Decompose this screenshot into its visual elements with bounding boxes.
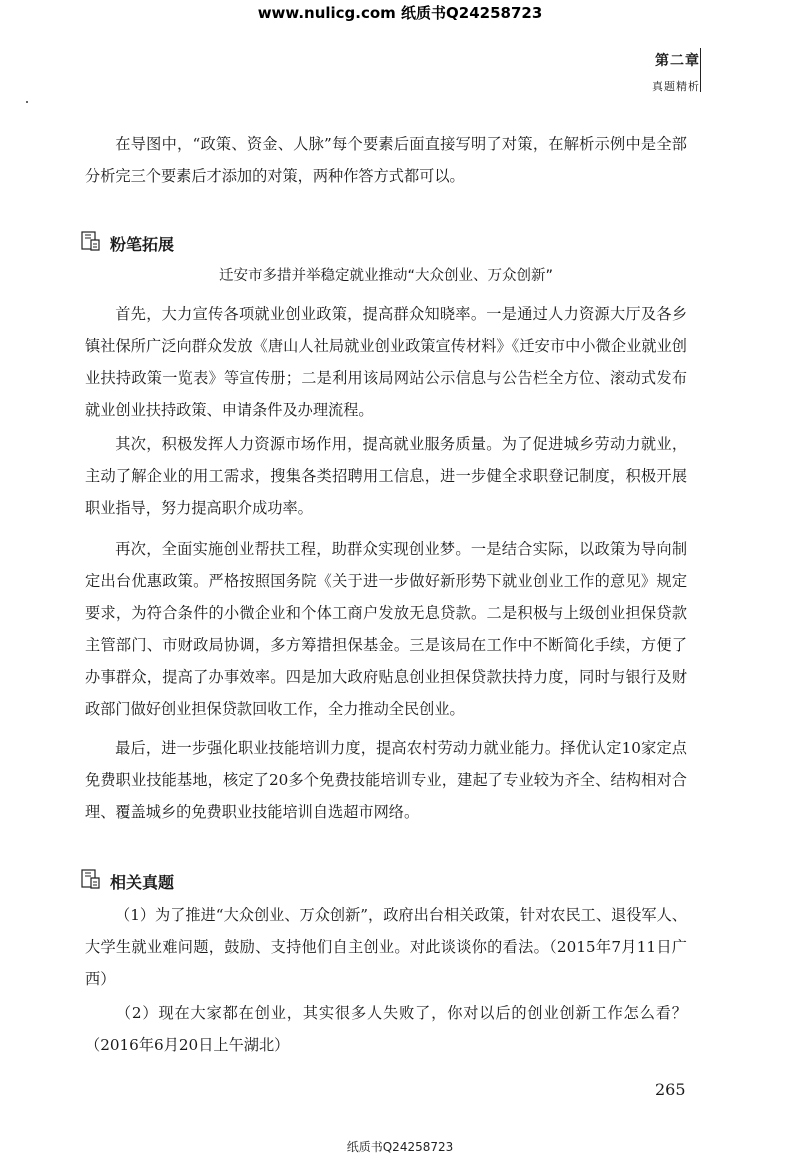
extension-heading: 粉笔拓展 <box>110 234 175 254</box>
article-paragraph-2 <box>85 428 687 524</box>
related-heading: 相关真题 <box>110 872 175 892</box>
header-rule <box>700 48 701 92</box>
extension-section-head <box>80 230 174 256</box>
question-text-1: （1）为了推进“大众创业、万众创新”，政府出台相关政策，针对农民工、退役军人、大学生就业难问题，鼓励、支持他们自主创业。对此谈谈你的看法。（2015年7月11日广西） <box>85 906 687 988</box>
article-paragraph-1 <box>85 298 687 426</box>
article-paragraph-3 <box>85 533 687 725</box>
running-head <box>652 50 700 94</box>
article-paragraph-4 <box>85 732 687 828</box>
question-1 <box>85 899 687 995</box>
question-text-2: （2）现在大家都在创业，其实很多人失败了，你对以后的创业创新工作怎么看？（2016年6月20日上午湖北） <box>85 1004 687 1054</box>
article-text-3: 再次，全面实施创业帮扶工程，助群众实现创业梦。一是结合实际，以政策为导向制定出台优惠政策。严格按照国务院《关于进一步做好新形势下就业创业工作的意见》规定要求，为符合条件的小微企业和个体工商户发放无息贷款。二是积极与上级创业担保贷款主管部门、市财政局协调，多方筹措担保基金。三是该局在工作中不断简化手续，方便了办事群众，提高了办事效率。四是加大政府贴息创业担保贷款扶持力度，同时与银行及财政部门做好创业担保贷款回收工作，全力推动全民创业。 <box>85 540 687 718</box>
chapter-label: 第二章 <box>655 53 700 69</box>
article-text-1: 首先，大力宣传各项就业创业政策，提高群众知晓率。一是通过人力资源大厅及各乡镇社保所广泛向群众发放《唐山人社局就业创业政策宣传材料》《迁安市中小微企业就业创业扶持政策一览表》等宣传册；二是利用该局网站公示信息与公告栏全方位、滚动式发布就业创业扶持政策、申请条件及办理流程。 <box>85 305 687 419</box>
notes-icon <box>80 230 102 256</box>
question-2 <box>85 997 687 1061</box>
scan-speck <box>26 101 28 103</box>
related-section-head <box>80 868 174 894</box>
chapter-subtitle: 真题精析 <box>652 80 700 93</box>
top-watermark: www.nulicg.com 纸质书Q24258723 <box>257 4 543 22</box>
intro-text: 在导图中，“政策、资金、人脉”每个要素后面直接写明了对策，在解析示例中是全部分析完三个要素后才添加的对策，两种作答方式都可以。 <box>85 135 687 185</box>
bottom-watermark: 纸质书Q24258723 <box>346 1140 454 1154</box>
article-title: 迁安市多措并举稳定就业推动“大众创业、万众创新” <box>218 268 554 284</box>
article-text-2: 其次，积极发挥人力资源市场作用，提高就业服务质量。为了促进城乡劳动力就业，主动了解企业的用工需求，搜集各类招聘用工信息，进一步健全求职登记制度，积极开展职业指导，努力提高职介成功率。 <box>85 435 687 517</box>
intro-paragraph <box>85 128 687 192</box>
article-text-4: 最后，进一步强化职业技能培训力度，提高农村劳动力就业能力。择优认定10家定点免费职业技能基地，核定了20多个免费技能培训专业，建起了专业较为齐全、结构相对合理、覆盖城乡的免费职业技能培训自选超市网络。 <box>85 739 687 821</box>
page-number: 265 <box>655 1080 686 1099</box>
notes-icon <box>80 868 102 894</box>
